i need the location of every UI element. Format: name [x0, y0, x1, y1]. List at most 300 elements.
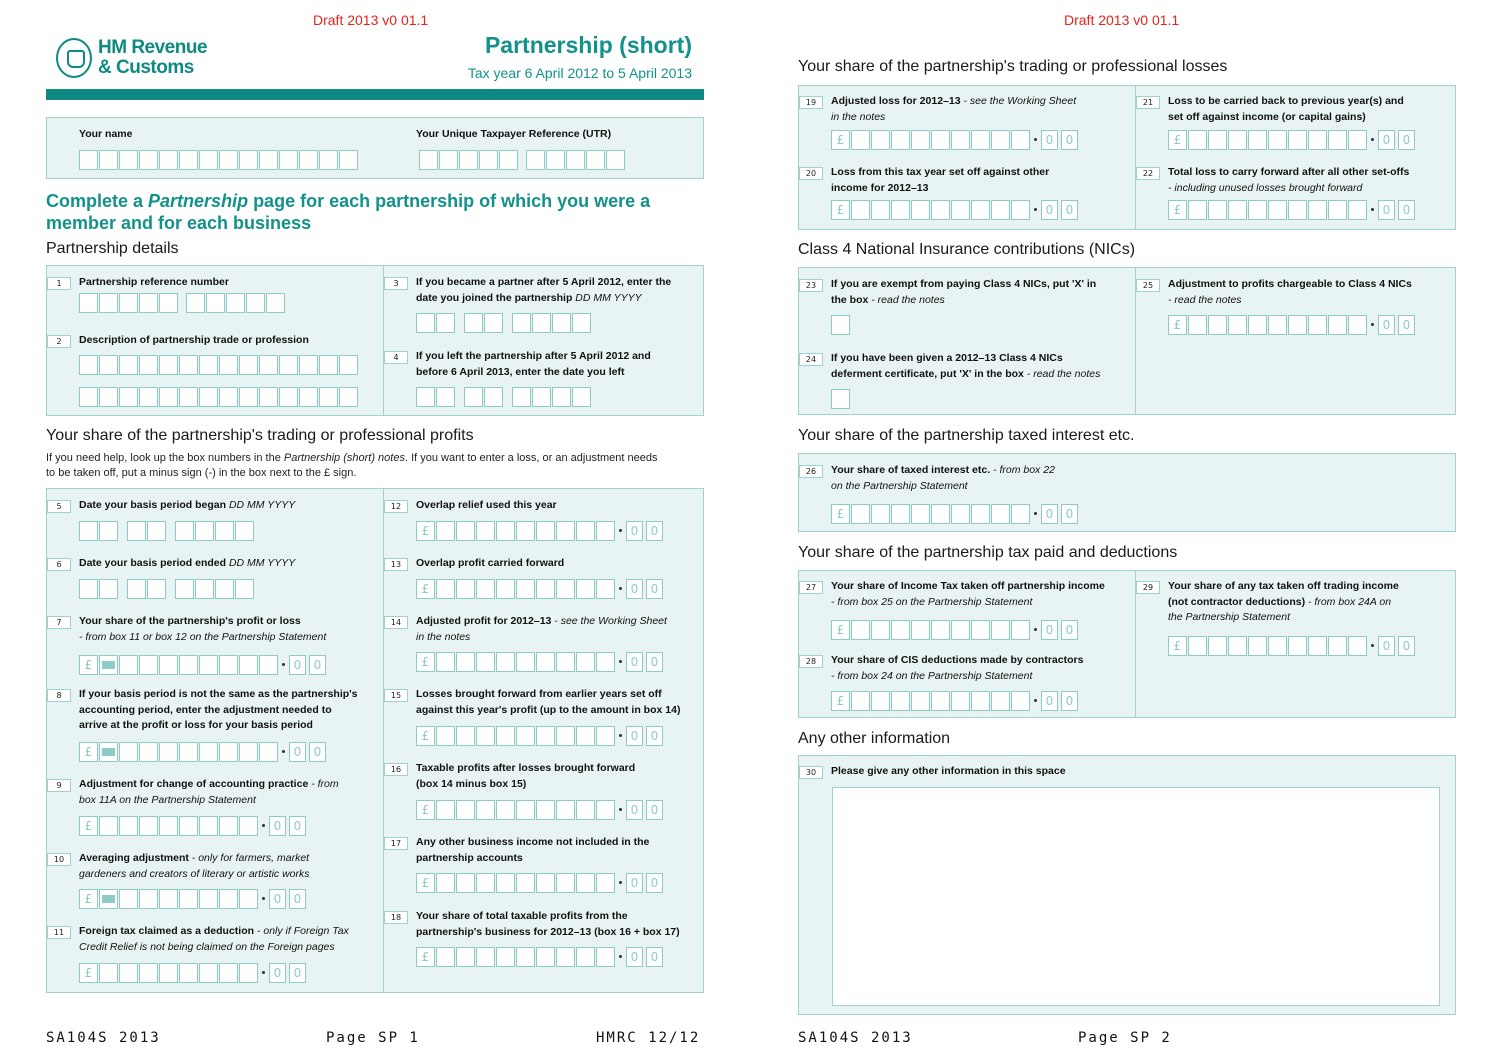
amount-cell[interactable]: [1011, 504, 1030, 524]
amount-cell[interactable]: [851, 200, 870, 220]
amount-cell[interactable]: [239, 655, 258, 675]
amount-cell[interactable]: [1011, 130, 1030, 150]
input-cell[interactable]: [546, 150, 565, 170]
input-cell[interactable]: [159, 355, 178, 375]
amount-cell[interactable]: [891, 504, 910, 524]
amount-cell[interactable]: [496, 579, 515, 599]
input-cell[interactable]: [186, 293, 205, 313]
pence-cell[interactable]: 0: [1398, 315, 1415, 335]
amount-cell[interactable]: [1348, 636, 1367, 656]
amount-cell[interactable]: [476, 579, 495, 599]
amount-cell[interactable]: [951, 200, 970, 220]
input-cell[interactable]: [246, 293, 265, 313]
date-cell[interactable]: [99, 579, 118, 599]
amount-cell[interactable]: [911, 130, 930, 150]
amount-cell[interactable]: [239, 742, 258, 762]
input-cell[interactable]: [339, 387, 358, 407]
date-cell[interactable]: [416, 387, 435, 407]
amount-cell[interactable]: [1208, 200, 1227, 220]
amount-cell[interactable]: [971, 504, 990, 524]
input-cell[interactable]: [139, 293, 158, 313]
amount-cell[interactable]: [851, 504, 870, 524]
amount-cell[interactable]: [1011, 691, 1030, 711]
amount-cell[interactable]: [536, 947, 555, 967]
input-cell[interactable]: [199, 355, 218, 375]
amount-cell[interactable]: [456, 873, 475, 893]
amount-cell[interactable]: [436, 800, 455, 820]
amount-cell[interactable]: [1228, 200, 1247, 220]
amount-cell[interactable]: [199, 889, 218, 909]
input-cell[interactable]: [299, 355, 318, 375]
amount-cell[interactable]: [911, 620, 930, 640]
amount-cell[interactable]: [1308, 636, 1327, 656]
amount-cell[interactable]: [596, 521, 615, 541]
amount-cell[interactable]: [536, 579, 555, 599]
input-cell[interactable]: [279, 150, 298, 170]
pence-cell[interactable]: 0: [1041, 200, 1058, 220]
date-cell[interactable]: [552, 313, 571, 333]
pound-sign[interactable]: £: [416, 800, 435, 820]
amount-cell[interactable]: [971, 130, 990, 150]
amount-cell[interactable]: [119, 889, 138, 909]
amount-cell[interactable]: [476, 726, 495, 746]
input-cell[interactable]: [99, 355, 118, 375]
amount-cell[interactable]: [556, 726, 575, 746]
amount-cell[interactable]: [556, 800, 575, 820]
amount-cell[interactable]: [1011, 620, 1030, 640]
input-cell[interactable]: [259, 150, 278, 170]
pound-sign[interactable]: £: [416, 652, 435, 672]
input-cell[interactable]: [259, 355, 278, 375]
input-cell[interactable]: [79, 293, 98, 313]
amount-cell[interactable]: [456, 652, 475, 672]
pound-sign[interactable]: £: [416, 947, 435, 967]
amount-cell[interactable]: [516, 726, 535, 746]
input-cell[interactable]: [339, 355, 358, 375]
input-cell[interactable]: [586, 150, 605, 170]
pence-cell[interactable]: 0: [289, 963, 306, 983]
amount-cell[interactable]: [456, 800, 475, 820]
amount-cell[interactable]: [516, 579, 535, 599]
pence-cell[interactable]: 0: [289, 742, 306, 762]
amount-cell[interactable]: [436, 579, 455, 599]
pound-sign[interactable]: £: [79, 889, 98, 909]
date-cell[interactable]: [235, 521, 254, 541]
amount-cell[interactable]: [119, 963, 138, 983]
date-cell[interactable]: [175, 579, 194, 599]
input-cell[interactable]: [219, 150, 238, 170]
amount-cell[interactable]: [596, 726, 615, 746]
input-cell[interactable]: [479, 150, 498, 170]
input-cell[interactable]: [79, 355, 98, 375]
pence-cell[interactable]: 0: [1041, 620, 1058, 640]
amount-cell[interactable]: [199, 816, 218, 836]
amount-cell[interactable]: [596, 652, 615, 672]
date-cell[interactable]: [436, 313, 455, 333]
amount-cell[interactable]: [891, 200, 910, 220]
amount-cell[interactable]: [516, 800, 535, 820]
amount-cell[interactable]: [576, 652, 595, 672]
amount-cell[interactable]: [596, 873, 615, 893]
date-cell[interactable]: [79, 579, 98, 599]
minus-sign-cell[interactable]: [99, 889, 118, 909]
amount-cell[interactable]: [971, 620, 990, 640]
amount-cell[interactable]: [159, 742, 178, 762]
pound-sign[interactable]: £: [831, 200, 850, 220]
pence-cell[interactable]: 0: [646, 873, 663, 893]
amount-cell[interactable]: [219, 963, 238, 983]
input-cell[interactable]: [139, 355, 158, 375]
amount-cell[interactable]: [596, 800, 615, 820]
amount-cell[interactable]: [1228, 636, 1247, 656]
amount-cell[interactable]: [1208, 130, 1227, 150]
pence-cell[interactable]: 0: [626, 579, 643, 599]
amount-cell[interactable]: [991, 620, 1010, 640]
amount-cell[interactable]: [576, 521, 595, 541]
amount-cell[interactable]: [891, 130, 910, 150]
input-cell[interactable]: [159, 293, 178, 313]
amount-cell[interactable]: [1308, 200, 1327, 220]
amount-cell[interactable]: [456, 947, 475, 967]
amount-cell[interactable]: [1288, 130, 1307, 150]
input-cell[interactable]: [239, 355, 258, 375]
other-info-textarea[interactable]: [832, 787, 1440, 1006]
date-cell[interactable]: [79, 521, 98, 541]
pence-cell[interactable]: 0: [646, 947, 663, 967]
input-cell[interactable]: [499, 150, 518, 170]
amount-cell[interactable]: [496, 800, 515, 820]
date-cell[interactable]: [532, 387, 551, 407]
pound-sign[interactable]: £: [79, 816, 98, 836]
input-cell[interactable]: [206, 293, 225, 313]
date-cell[interactable]: [235, 579, 254, 599]
amount-cell[interactable]: [871, 130, 890, 150]
pence-cell[interactable]: 0: [1061, 691, 1078, 711]
amount-cell[interactable]: [179, 963, 198, 983]
amount-cell[interactable]: [951, 130, 970, 150]
amount-cell[interactable]: [476, 873, 495, 893]
pence-cell[interactable]: 0: [1061, 130, 1078, 150]
pence-cell[interactable]: 0: [1061, 200, 1078, 220]
amount-cell[interactable]: [199, 655, 218, 675]
amount-cell[interactable]: [1188, 200, 1207, 220]
amount-cell[interactable]: [951, 691, 970, 711]
input-cell[interactable]: [219, 387, 238, 407]
input-cell[interactable]: [239, 150, 258, 170]
amount-cell[interactable]: [991, 504, 1010, 524]
amount-cell[interactable]: [596, 579, 615, 599]
input-cell[interactable]: [119, 387, 138, 407]
pound-sign[interactable]: £: [416, 579, 435, 599]
date-cell[interactable]: [552, 387, 571, 407]
input-cell[interactable]: [239, 387, 258, 407]
input-cell[interactable]: [526, 150, 545, 170]
amount-cell[interactable]: [851, 620, 870, 640]
pound-sign[interactable]: £: [1168, 315, 1187, 335]
amount-cell[interactable]: [1348, 315, 1367, 335]
amount-cell[interactable]: [596, 947, 615, 967]
input-cell[interactable]: [339, 150, 358, 170]
pound-sign[interactable]: £: [831, 691, 850, 711]
pence-cell[interactable]: 0: [289, 655, 306, 675]
pence-cell[interactable]: 0: [1398, 130, 1415, 150]
date-cell[interactable]: [512, 387, 531, 407]
input-cell[interactable]: [299, 387, 318, 407]
amount-cell[interactable]: [1288, 315, 1307, 335]
amount-cell[interactable]: [1228, 130, 1247, 150]
amount-cell[interactable]: [931, 691, 950, 711]
amount-cell[interactable]: [99, 816, 118, 836]
amount-cell[interactable]: [556, 873, 575, 893]
amount-cell[interactable]: [871, 691, 890, 711]
pence-cell[interactable]: 0: [626, 726, 643, 746]
pence-cell[interactable]: 0: [269, 889, 286, 909]
pound-sign[interactable]: £: [79, 742, 98, 762]
input-cell[interactable]: [79, 150, 98, 170]
amount-cell[interactable]: [871, 504, 890, 524]
amount-cell[interactable]: [239, 963, 258, 983]
amount-cell[interactable]: [1248, 315, 1267, 335]
amount-cell[interactable]: [1328, 200, 1347, 220]
pence-cell[interactable]: 0: [289, 816, 306, 836]
input-cell[interactable]: [99, 387, 118, 407]
amount-cell[interactable]: [179, 742, 198, 762]
amount-cell[interactable]: [1011, 200, 1030, 220]
amount-cell[interactable]: [179, 889, 198, 909]
date-cell[interactable]: [99, 521, 118, 541]
pound-sign[interactable]: £: [416, 873, 435, 893]
input-cell[interactable]: [199, 387, 218, 407]
amount-cell[interactable]: [1248, 130, 1267, 150]
amount-cell[interactable]: [1188, 315, 1207, 335]
amount-cell[interactable]: [139, 889, 158, 909]
amount-cell[interactable]: [871, 620, 890, 640]
nic-deferment-checkbox[interactable]: [831, 389, 850, 409]
pence-cell[interactable]: 0: [309, 655, 326, 675]
amount-cell[interactable]: [991, 691, 1010, 711]
amount-cell[interactable]: [516, 873, 535, 893]
input-cell[interactable]: [279, 387, 298, 407]
amount-cell[interactable]: [851, 691, 870, 711]
pence-cell[interactable]: 0: [1041, 130, 1058, 150]
date-cell[interactable]: [512, 313, 531, 333]
amount-cell[interactable]: [951, 620, 970, 640]
input-cell[interactable]: [139, 387, 158, 407]
pence-cell[interactable]: 0: [1061, 504, 1078, 524]
nic-exempt-checkbox[interactable]: [831, 315, 850, 335]
date-cell[interactable]: [215, 579, 234, 599]
amount-cell[interactable]: [1348, 130, 1367, 150]
amount-cell[interactable]: [1288, 200, 1307, 220]
amount-cell[interactable]: [199, 963, 218, 983]
amount-cell[interactable]: [119, 742, 138, 762]
amount-cell[interactable]: [456, 726, 475, 746]
date-cell[interactable]: [572, 387, 591, 407]
pence-cell[interactable]: 0: [626, 800, 643, 820]
date-cell[interactable]: [147, 521, 166, 541]
minus-sign-cell[interactable]: [99, 742, 118, 762]
date-cell[interactable]: [464, 387, 483, 407]
date-cell[interactable]: [127, 521, 146, 541]
amount-cell[interactable]: [951, 504, 970, 524]
pound-sign[interactable]: £: [1168, 130, 1187, 150]
date-cell[interactable]: [195, 521, 214, 541]
amount-cell[interactable]: [219, 816, 238, 836]
amount-cell[interactable]: [516, 521, 535, 541]
amount-cell[interactable]: [159, 963, 178, 983]
date-cell[interactable]: [215, 521, 234, 541]
amount-cell[interactable]: [1248, 636, 1267, 656]
amount-cell[interactable]: [1328, 636, 1347, 656]
amount-cell[interactable]: [1188, 636, 1207, 656]
amount-cell[interactable]: [1308, 130, 1327, 150]
amount-cell[interactable]: [1328, 130, 1347, 150]
amount-cell[interactable]: [576, 947, 595, 967]
pence-cell[interactable]: 0: [626, 521, 643, 541]
input-cell[interactable]: [319, 150, 338, 170]
pence-cell[interactable]: 0: [1398, 636, 1415, 656]
pound-sign[interactable]: £: [416, 521, 435, 541]
pound-sign[interactable]: £: [79, 655, 98, 675]
pence-cell[interactable]: 0: [1378, 200, 1395, 220]
amount-cell[interactable]: [99, 963, 118, 983]
pence-cell[interactable]: 0: [269, 816, 286, 836]
input-cell[interactable]: [279, 355, 298, 375]
amount-cell[interactable]: [219, 742, 238, 762]
amount-cell[interactable]: [536, 873, 555, 893]
date-cell[interactable]: [195, 579, 214, 599]
amount-cell[interactable]: [456, 521, 475, 541]
amount-cell[interactable]: [556, 652, 575, 672]
input-cell[interactable]: [219, 355, 238, 375]
amount-cell[interactable]: [436, 873, 455, 893]
amount-cell[interactable]: [496, 521, 515, 541]
amount-cell[interactable]: [1268, 130, 1287, 150]
input-cell[interactable]: [439, 150, 458, 170]
amount-cell[interactable]: [1268, 200, 1287, 220]
input-cell[interactable]: [259, 387, 278, 407]
date-cell[interactable]: [464, 313, 483, 333]
input-cell[interactable]: [159, 387, 178, 407]
amount-cell[interactable]: [139, 963, 158, 983]
amount-cell[interactable]: [576, 873, 595, 893]
pence-cell[interactable]: 0: [646, 800, 663, 820]
amount-cell[interactable]: [516, 947, 535, 967]
pence-cell[interactable]: 0: [626, 873, 643, 893]
amount-cell[interactable]: [576, 579, 595, 599]
amount-cell[interactable]: [576, 800, 595, 820]
pence-cell[interactable]: 0: [646, 652, 663, 672]
pound-sign[interactable]: £: [831, 130, 850, 150]
amount-cell[interactable]: [139, 655, 158, 675]
amount-cell[interactable]: [911, 691, 930, 711]
date-cell[interactable]: [175, 521, 194, 541]
input-cell[interactable]: [119, 150, 138, 170]
input-cell[interactable]: [119, 355, 138, 375]
input-cell[interactable]: [179, 150, 198, 170]
amount-cell[interactable]: [931, 130, 950, 150]
pound-sign[interactable]: £: [831, 504, 850, 524]
amount-cell[interactable]: [911, 504, 930, 524]
date-cell[interactable]: [416, 313, 435, 333]
amount-cell[interactable]: [536, 800, 555, 820]
amount-cell[interactable]: [239, 889, 258, 909]
amount-cell[interactable]: [576, 726, 595, 746]
amount-cell[interactable]: [536, 521, 555, 541]
amount-cell[interactable]: [1188, 130, 1207, 150]
pence-cell[interactable]: 0: [1041, 504, 1058, 524]
amount-cell[interactable]: [1208, 636, 1227, 656]
amount-cell[interactable]: [536, 726, 555, 746]
pence-cell[interactable]: 0: [626, 947, 643, 967]
amount-cell[interactable]: [991, 130, 1010, 150]
pence-cell[interactable]: 0: [289, 889, 306, 909]
amount-cell[interactable]: [1328, 315, 1347, 335]
amount-cell[interactable]: [1208, 315, 1227, 335]
amount-cell[interactable]: [139, 742, 158, 762]
pence-cell[interactable]: 0: [1398, 200, 1415, 220]
amount-cell[interactable]: [911, 200, 930, 220]
amount-cell[interactable]: [1228, 315, 1247, 335]
minus-sign-cell[interactable]: [99, 655, 118, 675]
amount-cell[interactable]: [496, 873, 515, 893]
amount-cell[interactable]: [476, 521, 495, 541]
amount-cell[interactable]: [556, 521, 575, 541]
amount-cell[interactable]: [159, 655, 178, 675]
amount-cell[interactable]: [871, 200, 890, 220]
amount-cell[interactable]: [1348, 200, 1367, 220]
input-cell[interactable]: [79, 387, 98, 407]
amount-cell[interactable]: [496, 947, 515, 967]
amount-cell[interactable]: [219, 655, 238, 675]
date-cell[interactable]: [127, 579, 146, 599]
pence-cell[interactable]: 0: [1061, 620, 1078, 640]
input-cell[interactable]: [226, 293, 245, 313]
amount-cell[interactable]: [1248, 200, 1267, 220]
amount-cell[interactable]: [119, 816, 138, 836]
input-cell[interactable]: [419, 150, 438, 170]
amount-cell[interactable]: [891, 691, 910, 711]
pence-cell[interactable]: 0: [1378, 315, 1395, 335]
amount-cell[interactable]: [1288, 636, 1307, 656]
amount-cell[interactable]: [931, 504, 950, 524]
input-cell[interactable]: [266, 293, 285, 313]
pence-cell[interactable]: 0: [626, 652, 643, 672]
pence-cell[interactable]: 0: [309, 742, 326, 762]
amount-cell[interactable]: [516, 652, 535, 672]
input-cell[interactable]: [199, 150, 218, 170]
date-cell[interactable]: [147, 579, 166, 599]
amount-cell[interactable]: [436, 947, 455, 967]
amount-cell[interactable]: [556, 947, 575, 967]
amount-cell[interactable]: [259, 742, 278, 762]
input-cell[interactable]: [119, 293, 138, 313]
pound-sign[interactable]: £: [79, 963, 98, 983]
input-cell[interactable]: [99, 150, 118, 170]
input-cell[interactable]: [566, 150, 585, 170]
amount-cell[interactable]: [851, 130, 870, 150]
amount-cell[interactable]: [119, 655, 138, 675]
input-cell[interactable]: [319, 387, 338, 407]
amount-cell[interactable]: [139, 816, 158, 836]
amount-cell[interactable]: [436, 726, 455, 746]
amount-cell[interactable]: [1268, 315, 1287, 335]
input-cell[interactable]: [159, 150, 178, 170]
input-cell[interactable]: [99, 293, 118, 313]
amount-cell[interactable]: [496, 726, 515, 746]
amount-cell[interactable]: [1308, 315, 1327, 335]
amount-cell[interactable]: [476, 652, 495, 672]
